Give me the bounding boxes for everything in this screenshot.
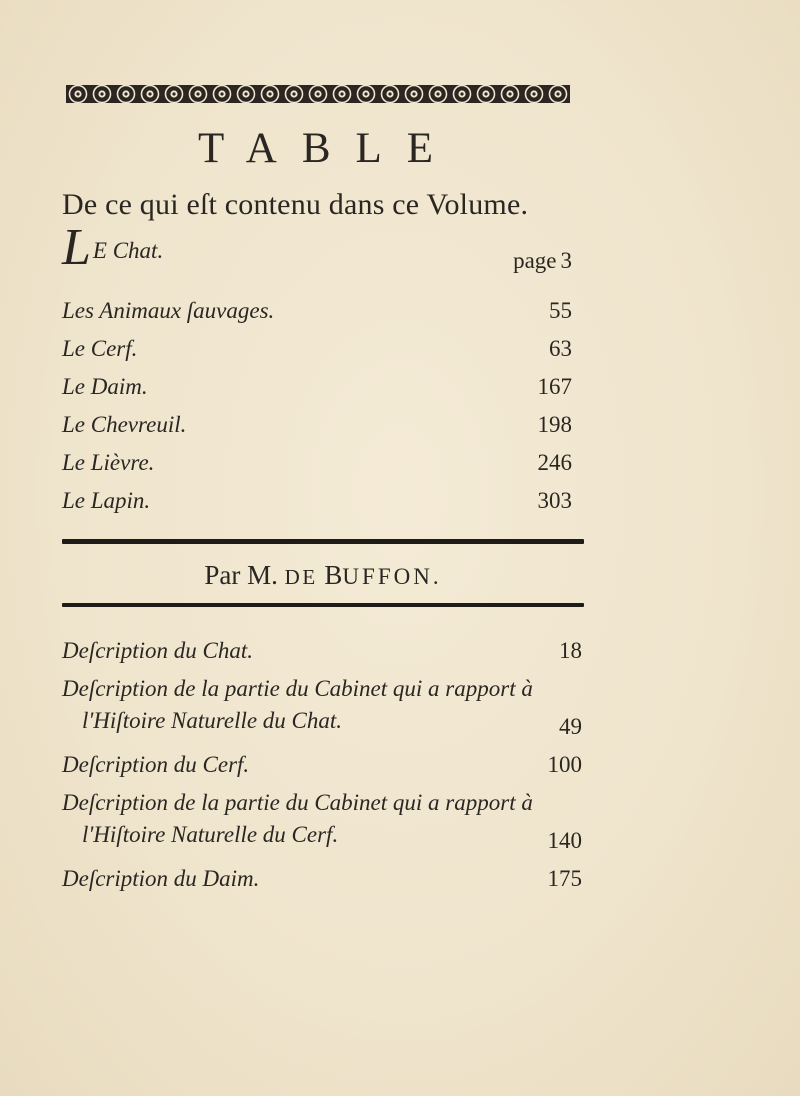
description-page-number: 140: [547, 828, 582, 853]
description-label: Deſcription de la partie du Cabinet qui a rapport à: [62, 676, 533, 701]
toc-entry-label: Le Lièvre.: [62, 450, 155, 475]
horizontal-rule: [62, 539, 584, 544]
description-label-continued: l'Hiſtoire Naturelle du Cerf.: [82, 822, 339, 847]
description-page-number: 175: [547, 866, 582, 891]
toc-entry-label: Le Lapin.: [62, 488, 151, 513]
toc-entry-label: Les Animaux ſauvages.: [62, 298, 275, 323]
toc-entry-label: Le Cerf.: [62, 336, 138, 361]
horizontal-rule: [62, 603, 584, 607]
toc-page-number: 198: [537, 412, 572, 437]
toc-entry-label: E Chat.: [92, 238, 164, 263]
description-entry: [62, 790, 582, 853]
toc-page-number: 167: [537, 374, 572, 399]
description-page-number: 49: [559, 714, 582, 739]
description-label: Deſcription du Cerf.: [62, 752, 250, 777]
toc-page-number: [513, 248, 572, 274]
author-name: UFFON.: [342, 564, 442, 589]
toc-entry-title: [62, 219, 164, 276]
description-entry: [62, 638, 582, 664]
author-line: [0, 560, 646, 591]
toc-entry: [62, 288, 572, 328]
description-page-number: 18: [559, 638, 582, 663]
toc-entry: [62, 326, 572, 366]
description-entry: [62, 676, 582, 739]
toc-entry-label: Le Chevreuil.: [62, 412, 187, 437]
toc-entry-label: Le Daim.: [62, 374, 148, 399]
description-page-number: 100: [547, 752, 582, 777]
author-particle: DE: [284, 565, 318, 589]
ornamental-border-band: [66, 82, 570, 106]
description-label: Deſcription du Daim.: [62, 866, 260, 891]
author-initial: B: [324, 560, 343, 590]
drop-initial: L: [62, 219, 91, 276]
page-title: TABLE: [197, 125, 459, 172]
page-subtitle: De ce qui eſt contenu dans ce Volume.: [62, 188, 529, 221]
toc-page-number: 55: [549, 298, 572, 323]
description-label-continued: l'Hiſtoire Naturelle du Chat.: [82, 708, 343, 733]
description-entry: [62, 866, 582, 892]
author-prefix: Par M.: [204, 560, 278, 590]
toc-entry-le-chat: [62, 219, 572, 278]
toc-entry: [62, 402, 572, 442]
toc-entry: [62, 440, 572, 480]
description-entry: [62, 752, 582, 778]
description-label: Deſcription de la partie du Cabinet qui a rapport à: [62, 790, 533, 815]
toc-entry: [62, 364, 572, 404]
toc-entry: [62, 478, 572, 518]
page-prefix: page: [513, 248, 557, 273]
toc-page-number: 246: [537, 450, 572, 475]
description-label: Deſcription du Chat.: [62, 638, 254, 663]
page-value: 3: [560, 248, 572, 273]
toc-page-number: 303: [537, 488, 572, 513]
toc-page-number: 63: [549, 336, 572, 361]
